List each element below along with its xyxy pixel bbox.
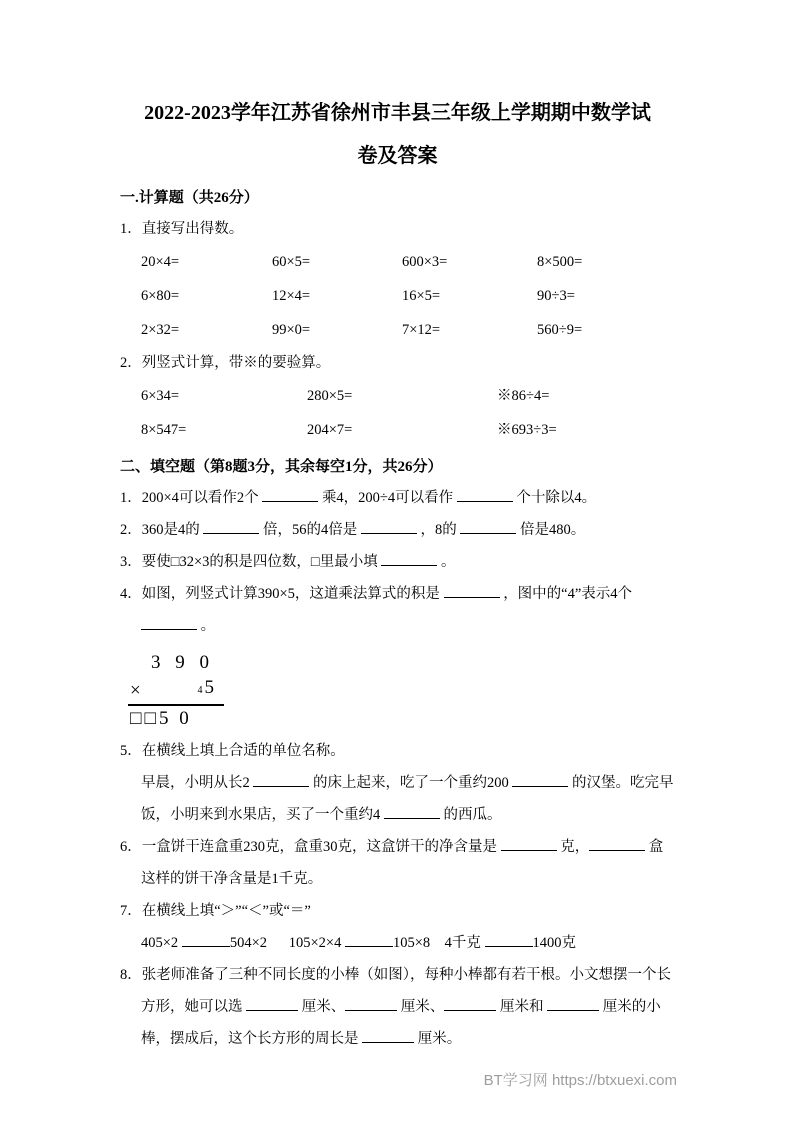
question-text: 6．一盒饼干连盒重230克，盒重30克，这盒饼干的净含量是 xyxy=(120,839,501,855)
fill-question-2 xyxy=(120,514,675,546)
calc-expression: 7×12= xyxy=(402,322,441,338)
question-text: 405×2 xyxy=(141,935,182,951)
title-line-1: 2022-2023学年江苏省徐州市丰县三年级上学期期中数学试 xyxy=(144,102,651,124)
calc-expression: ※86÷4= xyxy=(497,388,550,404)
question-text: ，8的 xyxy=(416,522,461,538)
calc-expression: 90÷3= xyxy=(537,288,575,304)
fill-question-6 xyxy=(120,831,675,895)
answer-blank xyxy=(345,998,397,1011)
answer-blank xyxy=(141,617,197,630)
answer-blank xyxy=(381,553,437,566)
calc-expression: 12×4= xyxy=(272,288,311,304)
answer-blank xyxy=(182,934,230,947)
question-text: 厘米和 xyxy=(496,999,548,1015)
question-text: 早晨，小明从长2 xyxy=(141,775,254,791)
question-text: 。 xyxy=(437,554,456,570)
section-calc-heading: 一.计算题（共26分） xyxy=(120,190,259,206)
calc-expression: 8×547= xyxy=(141,422,187,438)
question-text: 盒这样的饼干净含量是1千克。 xyxy=(141,839,664,887)
fill-question-8 xyxy=(120,959,675,1055)
calc-expression: 20×4= xyxy=(141,254,180,270)
section-fill-heading: 二、填空题（第8题3分，其余每空1分，共26分） xyxy=(120,459,443,475)
answer-blank xyxy=(589,838,645,851)
answer-blank xyxy=(361,521,417,534)
question-text: 105×8 4千克 xyxy=(392,935,485,951)
question-text: 1400克 xyxy=(532,935,577,951)
question-text: 倍是480。 xyxy=(516,522,586,538)
fill-question-3 xyxy=(120,546,675,578)
question-text: 8．张老师准备了三种不同长度的小棒（如图），每种小棒都有若干根。小文想摆一个长方形，她可以选 xyxy=(120,967,671,1015)
multiplier-digit: 5 xyxy=(204,677,214,698)
watermark: BT学习网 https://btxuexi.com xyxy=(483,1072,677,1089)
answer-blank xyxy=(345,934,393,947)
answer-blank xyxy=(547,998,599,1011)
fill-question-7 xyxy=(141,927,675,959)
answer-blank xyxy=(262,489,318,502)
question-text: 1．200×4可以看作2个 xyxy=(120,490,263,506)
calc-expression: 600×3= xyxy=(402,254,448,270)
question-text: 倍，56的4倍是 xyxy=(259,522,361,538)
answer-blank xyxy=(444,998,496,1011)
answer-blank xyxy=(203,521,259,534)
calc-expression: 2×32= xyxy=(141,322,180,338)
question-text: 厘米、 xyxy=(298,999,346,1015)
question-text: 厘米、 xyxy=(397,999,445,1015)
fill-question-7-label: 7．在横线上填“＞”“＜”或“＝” xyxy=(120,903,311,919)
answer-blank xyxy=(512,774,568,787)
multiplier-row xyxy=(128,675,224,706)
calc-q2-expressions xyxy=(141,379,675,447)
fill-question-5-label: 5．在横线上填上合适的单位名称。 xyxy=(120,743,345,759)
calc-expression: 560÷9= xyxy=(537,322,583,338)
question-text: 的床上起来，吃了一个重约200 xyxy=(309,775,513,791)
calc-expression: 16×5= xyxy=(402,288,441,304)
question-text: 的西瓜。 xyxy=(439,807,502,823)
page-title xyxy=(120,92,675,178)
carry-digit: 4 xyxy=(197,685,203,696)
answer-blank xyxy=(457,489,513,502)
calc-q1-expressions xyxy=(141,245,675,347)
question-text: 2．360是4的 xyxy=(120,522,204,538)
answer-blank xyxy=(460,521,516,534)
question-text: ，图中的“4”表示4个 xyxy=(499,586,636,602)
answer-blank xyxy=(485,934,533,947)
answer-blank xyxy=(246,998,298,1011)
calc-expression: 6×34= xyxy=(141,388,180,404)
multiplier xyxy=(198,675,215,703)
answer-blank xyxy=(444,585,500,598)
calc-expression: 60×5= xyxy=(272,254,311,270)
answer-blank xyxy=(362,1030,414,1043)
multiply-sign: × xyxy=(130,680,141,701)
question-text: 厘米的小棒，摆成后，这个长方形的周长是 xyxy=(141,999,661,1047)
question-text: 克， xyxy=(556,839,590,855)
fill-question-1 xyxy=(120,482,675,514)
title-line-2: 卷及答案 xyxy=(357,145,438,167)
answer-blank xyxy=(501,838,557,851)
question-text: 504×2 105×2×4 xyxy=(229,935,345,951)
calc-expression: 99×0= xyxy=(272,322,311,338)
calc-expression: 280×5= xyxy=(307,388,353,404)
question-text: 4．如图，列竖式计算390×5，这道乘法算式的积是 xyxy=(120,586,444,602)
calc-expression: 204×7= xyxy=(307,422,353,438)
question-text: 个十除以4。 xyxy=(512,490,597,506)
product-row: □□5 0 xyxy=(130,708,192,729)
calc-expression: 6×80= xyxy=(141,288,180,304)
vertical-multiplication-figure xyxy=(128,650,224,731)
question-text: 3．要使□32×3的积是四位数，□里最小填 xyxy=(120,554,382,570)
calc-expression: 8×500= xyxy=(537,254,583,270)
calc-q2-label: 2．列竖式计算，带※的要验算。 xyxy=(120,355,331,371)
question-text: 乘4，200÷4可以看作 xyxy=(318,490,457,506)
calc-expression: ※693÷3= xyxy=(497,422,557,438)
answer-blank xyxy=(384,806,440,819)
question-text: 。 xyxy=(197,618,216,634)
question-text: 的汉堡。吃完早饭，小明来到水果店，买了一个重约4 xyxy=(141,775,674,823)
multiplicand-row: 3 9 0 xyxy=(151,652,214,673)
question-text: 厘米。 xyxy=(414,1031,462,1047)
fill-question-5 xyxy=(141,767,675,831)
fill-question-4 xyxy=(120,578,675,642)
answer-blank xyxy=(253,774,309,787)
calc-q1-label: 1．直接写出得数。 xyxy=(120,221,244,237)
